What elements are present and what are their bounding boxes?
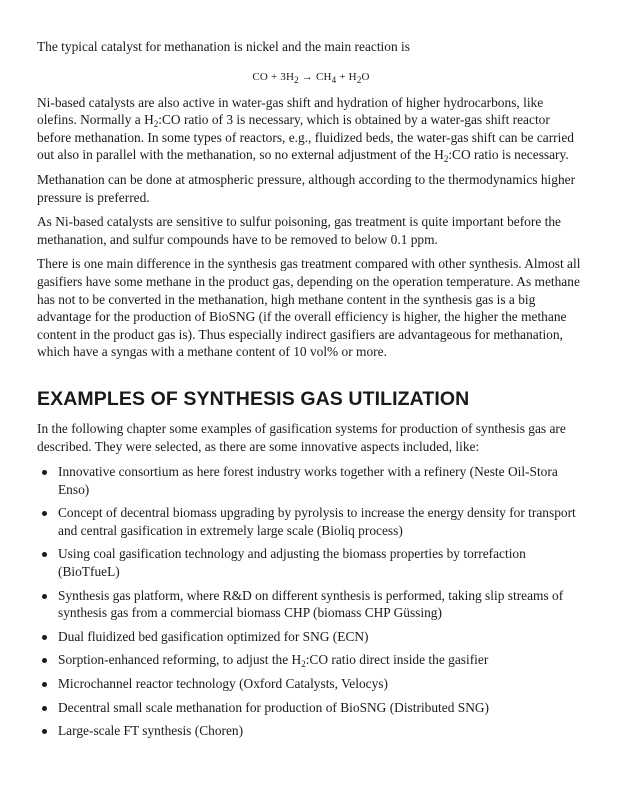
list-item: Large-scale FT synthesis (Choren) xyxy=(37,722,585,740)
section-intro: In the following chapter some examples of gasification systems for production of synthesis gas are described. They were selected, as there are some innovative aspects included, like: xyxy=(37,420,566,454)
paragraph-methane-content: There is one main difference in the synthesis gas treatment compared with other synthesis. Almost all gasifiers have some methane in the product gas, depending on the operation temperature. As methane has not to be converted in the methanation, high methane content in the synthesis gas is a big advantage for the production of BioSNG (if the overall efficiency is higher, the higher the methane content in the product gas is). Thus especially indirect gasifiers are advantageous for methanation, which have a syngas with a methane content of 10 vol% or more. xyxy=(37,256,581,360)
list-item: Synthesis gas platform, where R&D on different synthesis is performed, taking slip streams of synthesis gas from a commercial biomass CHP (biomass CHP Güssing) xyxy=(37,587,585,622)
list-item: Microchannel reactor technology (Oxford Catalysts, Velocys) xyxy=(37,675,585,693)
paragraph-ni-catalysts: Ni-based catalysts are also active in water-gas shift and hydration of higher hydrocarbons, like olefins. Normally a $H_2:CO$ ratio of 3 is necessary, which is obtained by a water-gas shift reactor before methanation. In some types of reactors, e.g., fluidized beds, the water-gas shift can be carried out also in parallel with the methanation, so no external adjustment of the $H_2:CO$ ratio is necessary. xyxy=(37,94,575,165)
paragraph-sulfur: As Ni-based catalysts are sensitive to sulfur poisoning, gas treatment is quite important before the methanation, and sulfur compounds have to be removed to below 0.1 ppm. xyxy=(37,214,561,247)
list-item: Decentral small scale methanation for production of BioSNG (Distributed SNG) xyxy=(37,699,585,717)
examples-list xyxy=(37,463,585,740)
document-content xyxy=(37,38,585,746)
catalyst-sentence: The typical catalyst for methanation is nickel and the main reaction is xyxy=(37,39,410,54)
list-item: Dual fluidized bed gasification optimized for SNG (ECN) xyxy=(37,628,585,646)
paragraph-pressure: Methanation can be done at atmospheric pressure, although according to the thermodynamics higher pressure is preferred. xyxy=(37,171,576,205)
list-item: Concept of decentral biomass upgrading by pyrolysis to increase the energy density for transport and central gasification in extremely large scale (Bioliq process) xyxy=(37,504,585,539)
list-item: Using coal gasification technology and adjusting the biomass properties by torrefaction (BioTfueL) xyxy=(37,545,585,580)
section-heading: EXAMPLES OF SYNTHESIS GAS UTILIZATION xyxy=(37,387,470,410)
list-item-sorption: Sorption-enhanced reforming, to adjust the $H_2:CO$ ratio direct inside the gasifier xyxy=(37,651,585,669)
methanation-equation: CO + $3H_2 \to CH_4 + H_2O$ xyxy=(252,70,370,85)
list-item: Innovative consortium as here forest industry works together with a refinery (Neste Oil-Stora Enso) xyxy=(37,463,585,498)
